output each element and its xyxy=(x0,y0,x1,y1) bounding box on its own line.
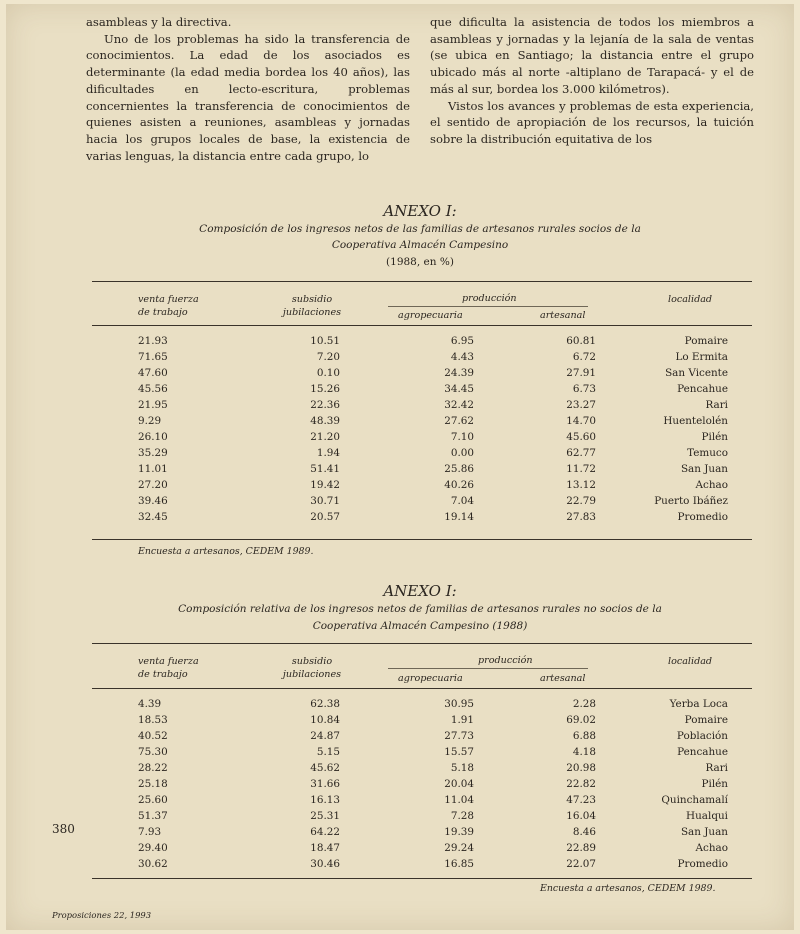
cell-value: 26.10 xyxy=(138,431,168,443)
cell-value: 5.15 xyxy=(316,746,340,758)
header-agropecuaria: agropecuaria xyxy=(398,673,463,684)
annex1-table xyxy=(92,335,752,527)
cell-localidad: Hualqui xyxy=(686,810,728,822)
cell-localidad: Pilén xyxy=(701,778,728,790)
cell-value: 0.10 xyxy=(316,367,340,379)
header-label: subsidio xyxy=(291,656,333,667)
cell-localidad: Achao xyxy=(695,842,728,854)
header-label: jubilaciones xyxy=(282,669,342,680)
cell-value: 35.29 xyxy=(138,447,168,459)
cell-value: 7.10 xyxy=(450,431,474,443)
page-footer: Proposiciones 22, 1993 xyxy=(52,910,152,920)
header-venta xyxy=(138,655,199,681)
cell-value: 51.37 xyxy=(138,810,168,822)
cell-value: 16.04 xyxy=(566,810,596,822)
cell-localidad: Rari xyxy=(705,399,728,411)
paragraph: que dificulta la asistencia de todos los miembros a asambleas y jornadas y la lejanía de la sala de ventas (se ubica en Santiago; la distancia entre el grupo ubicado más al norte -altiplano de Tarapacá- y el de más al sur, bordea los 3.000 kilómetros). xyxy=(430,15,754,96)
table-rule xyxy=(92,688,752,689)
cell-value: 1.94 xyxy=(316,447,340,459)
header-artesanal: artesanal xyxy=(540,673,586,684)
produccion-rule xyxy=(388,668,588,669)
table-row xyxy=(92,511,752,527)
cell-value: 32.45 xyxy=(138,511,168,523)
cell-localidad: Pencahue xyxy=(677,383,728,395)
table-rule xyxy=(92,643,752,644)
cell-localidad: San Juan xyxy=(680,826,728,838)
header-subsidio xyxy=(272,655,352,681)
table-row xyxy=(92,447,752,463)
table-row xyxy=(92,335,752,351)
cell-value: 24.87 xyxy=(310,730,340,742)
cell-value: 4.18 xyxy=(572,746,596,758)
cell-value: 20.98 xyxy=(566,762,596,774)
cell-value: 11.04 xyxy=(444,794,474,806)
header-venta xyxy=(138,293,199,319)
cell-value: 64.22 xyxy=(310,826,340,838)
cell-value: 19.42 xyxy=(310,479,340,491)
cell-value: 4.43 xyxy=(450,351,474,363)
header-artesanal: artesanal xyxy=(540,310,586,321)
cell-value: 40.52 xyxy=(138,730,168,742)
table-row xyxy=(92,746,752,762)
cell-localidad: Pilén xyxy=(701,431,728,443)
cell-value: 23.27 xyxy=(566,399,596,411)
table-rule xyxy=(92,539,752,540)
cell-value: 14.70 xyxy=(566,415,596,427)
cell-value: 7.28 xyxy=(450,810,474,822)
cell-value: 21.20 xyxy=(310,431,340,443)
cell-value: 48.39 xyxy=(310,415,340,427)
body-text xyxy=(86,14,754,164)
cell-value: 19.14 xyxy=(444,511,474,523)
annex2-source: Encuesta a artesanos, CEDEM 1989. xyxy=(540,883,716,894)
cell-localidad: Pomaire xyxy=(684,714,728,726)
cell-value: 13.12 xyxy=(566,479,596,491)
table-row xyxy=(92,842,752,858)
header-label: venta fuerza xyxy=(138,656,199,667)
table-row xyxy=(92,810,752,826)
cell-localidad: San Vicente xyxy=(665,367,728,379)
table-row xyxy=(92,858,752,874)
cell-value: 30.71 xyxy=(310,495,340,507)
table-row xyxy=(92,479,752,495)
produccion-rule xyxy=(388,306,588,307)
cell-localidad: Población xyxy=(676,730,728,742)
annex2-subtitle: Cooperativa Almacén Campesino (1988) xyxy=(312,620,528,632)
annex2-table xyxy=(92,698,752,874)
cell-value: 62.77 xyxy=(566,447,596,459)
table-row xyxy=(92,415,752,431)
cell-value: 2.28 xyxy=(572,698,596,710)
left-column xyxy=(86,14,410,164)
annex2-title: ANEXO I: xyxy=(383,582,457,600)
cell-value: 0.00 xyxy=(450,447,474,459)
cell-value: 75.30 xyxy=(138,746,168,758)
table-rule xyxy=(92,878,752,879)
cell-value: 25.60 xyxy=(138,794,168,806)
cell-value: 1.91 xyxy=(450,714,474,726)
cell-value: 8.46 xyxy=(572,826,596,838)
paragraph: asambleas y la directiva. xyxy=(86,15,232,29)
cell-value: 27.91 xyxy=(566,367,596,379)
cell-localidad: Lo Ermita xyxy=(675,351,728,363)
cell-value: 22.07 xyxy=(566,858,596,870)
header-label: jubilaciones xyxy=(282,307,342,318)
header-produccion: producción xyxy=(462,293,517,304)
cell-localidad: Pencahue xyxy=(677,746,728,758)
right-column xyxy=(430,14,754,164)
cell-value: 15.26 xyxy=(310,383,340,395)
table-row xyxy=(92,399,752,415)
cell-value: 11.72 xyxy=(566,463,596,475)
cell-value: 22.82 xyxy=(566,778,596,790)
cell-localidad: Promedio xyxy=(677,511,728,523)
cell-localidad: San Juan xyxy=(680,463,728,475)
table-row xyxy=(92,794,752,810)
table-row xyxy=(92,351,752,367)
cell-value: 15.57 xyxy=(444,746,474,758)
cell-value: 20.57 xyxy=(310,511,340,523)
cell-value: 22.79 xyxy=(566,495,596,507)
cell-localidad: Yerba Loca xyxy=(669,698,728,710)
table-row xyxy=(92,730,752,746)
cell-value: 27.62 xyxy=(444,415,474,427)
cell-localidad: Pomaire xyxy=(684,335,728,347)
table-row xyxy=(92,463,752,479)
cell-value: 7.04 xyxy=(450,495,474,507)
annex1-subtitle: Cooperativa Almacén Campesino xyxy=(331,239,509,251)
cell-value: 40.26 xyxy=(444,479,474,491)
cell-localidad: Promedio xyxy=(677,858,728,870)
cell-value: 51.41 xyxy=(310,463,340,475)
cell-value: 39.46 xyxy=(138,495,168,507)
cell-value: 7.93 xyxy=(138,826,162,838)
cell-value: 10.51 xyxy=(310,335,340,347)
annex1-subtitle: Composición de los ingresos netos de las familias de artesanos rurales socios de la xyxy=(199,223,641,235)
cell-value: 18.53 xyxy=(138,714,168,726)
cell-value: 29.24 xyxy=(444,842,474,854)
table-row xyxy=(92,383,752,399)
cell-value: 27.83 xyxy=(566,511,596,523)
cell-value: 25.86 xyxy=(444,463,474,475)
cell-value: 34.45 xyxy=(444,383,474,395)
annex1-source: Encuesta a artesanos, CEDEM 1989. xyxy=(138,546,314,557)
cell-value: 47.23 xyxy=(566,794,596,806)
cell-localidad: Rari xyxy=(705,762,728,774)
cell-value: 30.62 xyxy=(138,858,168,870)
header-label: de trabajo xyxy=(138,307,188,318)
cell-value: 21.93 xyxy=(138,335,168,347)
cell-localidad: Achao xyxy=(695,479,728,491)
cell-value: 29.40 xyxy=(138,842,168,854)
annex1-title: ANEXO I: xyxy=(383,202,457,220)
cell-value: 16.85 xyxy=(444,858,474,870)
cell-value: 62.38 xyxy=(310,698,340,710)
header-localidad: localidad xyxy=(668,294,713,305)
cell-value: 22.36 xyxy=(310,399,340,411)
table-row xyxy=(92,495,752,511)
cell-value: 30.95 xyxy=(444,698,474,710)
cell-localidad: Huentelolén xyxy=(663,415,728,427)
cell-value: 16.13 xyxy=(310,794,340,806)
cell-value: 30.46 xyxy=(310,858,340,870)
cell-value: 6.88 xyxy=(572,730,596,742)
cell-value: 9.29 xyxy=(138,415,162,427)
cell-value: 21.95 xyxy=(138,399,168,411)
cell-value: 10.84 xyxy=(310,714,340,726)
cell-value: 47.60 xyxy=(138,367,168,379)
table-row xyxy=(92,714,752,730)
annex1-subtitle: (1988, en %) xyxy=(386,256,454,268)
cell-value: 28.22 xyxy=(138,762,168,774)
cell-value: 45.56 xyxy=(138,383,168,395)
cell-value: 24.39 xyxy=(444,367,474,379)
cell-value: 5.18 xyxy=(450,762,474,774)
cell-value: 20.04 xyxy=(444,778,474,790)
cell-value: 22.89 xyxy=(566,842,596,854)
cell-value: 27.20 xyxy=(138,479,168,491)
table-row xyxy=(92,826,752,842)
table-rule xyxy=(92,325,752,326)
cell-localidad: Quinchamalí xyxy=(661,794,728,806)
cell-value: 7.20 xyxy=(316,351,340,363)
header-agropecuaria: agropecuaria xyxy=(398,310,463,321)
cell-localidad: Temuco xyxy=(687,447,728,459)
cell-value: 25.31 xyxy=(310,810,340,822)
cell-value: 45.60 xyxy=(566,431,596,443)
table-row xyxy=(92,431,752,447)
cell-value: 18.47 xyxy=(310,842,340,854)
cell-value: 6.73 xyxy=(572,383,596,395)
annex2-subtitle: Composición relativa de los ingresos netos de familias de artesanos rurales no socios de la xyxy=(178,603,662,615)
cell-value: 31.66 xyxy=(310,778,340,790)
table-rule xyxy=(92,281,752,282)
header-label: venta fuerza xyxy=(138,294,199,305)
cell-value: 6.95 xyxy=(450,335,474,347)
cell-value: 45.62 xyxy=(310,762,340,774)
cell-value: 27.73 xyxy=(444,730,474,742)
table-row xyxy=(92,698,752,714)
page-number: 380 xyxy=(52,822,75,836)
header-subsidio xyxy=(272,293,352,319)
cell-value: 69.02 xyxy=(566,714,596,726)
cell-value: 71.65 xyxy=(138,351,168,363)
header-produccion: producción xyxy=(478,655,533,666)
cell-value: 32.42 xyxy=(444,399,474,411)
cell-value: 60.81 xyxy=(566,335,596,347)
paragraph: Vistos los avances y problemas de esta experiencia, el sentido de apropiación de los recursos, la tuición sobre la distribución equitativa de los xyxy=(430,98,754,146)
header-localidad: localidad xyxy=(668,656,713,667)
header-label: de trabajo xyxy=(138,669,188,680)
cell-value: 11.01 xyxy=(138,463,168,475)
cell-localidad: Puerto Ibáñez xyxy=(654,495,728,507)
cell-value: 19.39 xyxy=(444,826,474,838)
table-row xyxy=(92,367,752,383)
header-label: subsidio xyxy=(291,294,333,305)
cell-value: 4.39 xyxy=(138,698,162,710)
table-row xyxy=(92,778,752,794)
cell-value: 25.18 xyxy=(138,778,168,790)
paragraph: Uno de los problemas ha sido la transferencia de conocimientos. La edad de los asociados es determinante (la edad media bordea los 40 años), las dificultades en lecto-escritura, problemas concernientes la transferencia de conocimientos de quienes asisten a reuniones, asambleas y jornadas hacia los grupos locales de base, la existencia de varias lenguas, la distancia entre cada grupo, lo xyxy=(86,31,410,163)
cell-value: 6.72 xyxy=(572,351,596,363)
table-row xyxy=(92,762,752,778)
